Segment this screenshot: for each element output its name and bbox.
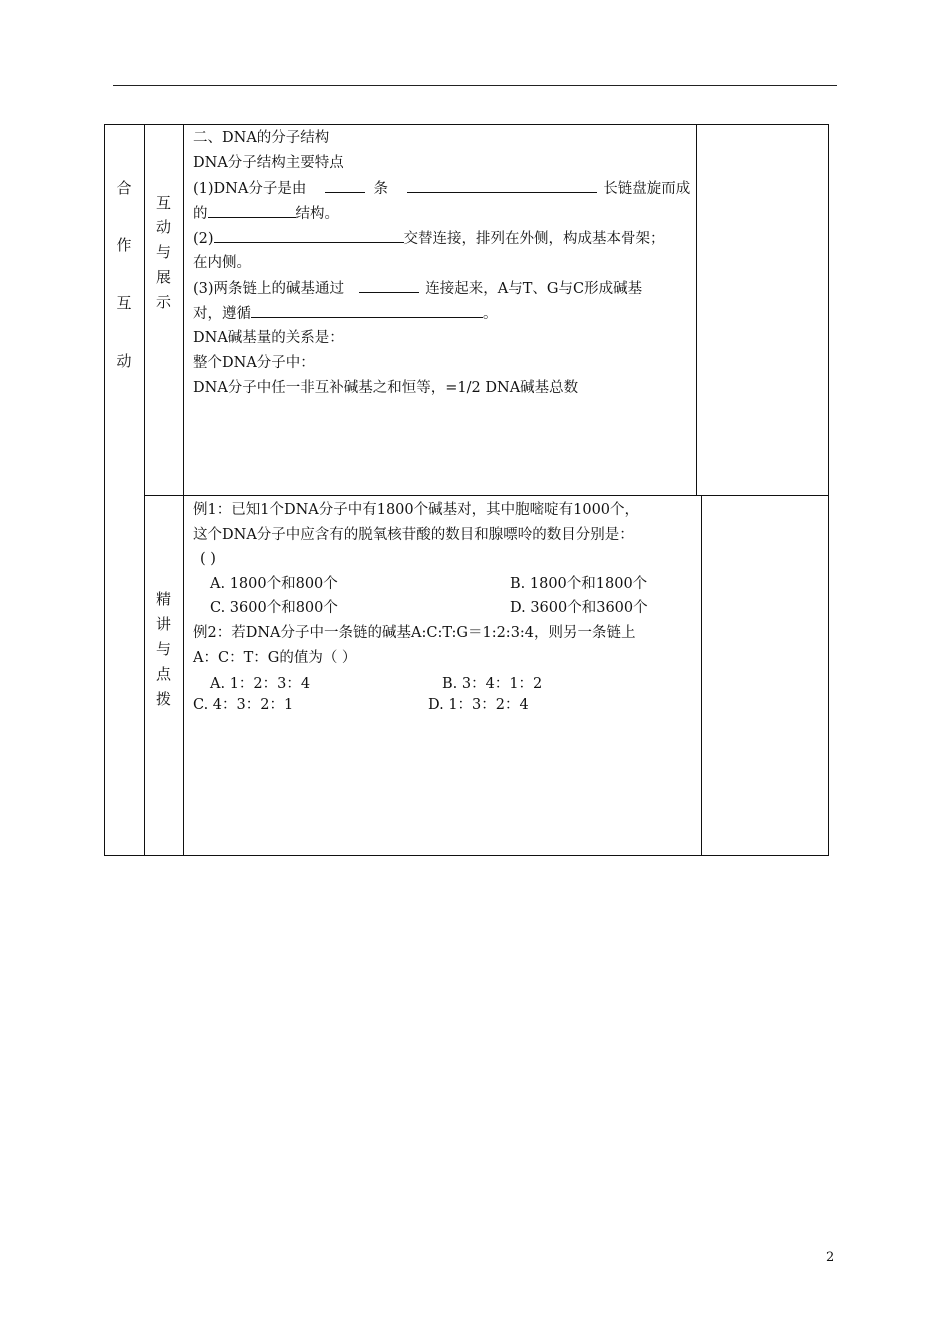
- base-relation: DNA碱基量的关系是：: [193, 330, 344, 346]
- example1-option-a[interactable]: A. 1800个和800个: [210, 576, 338, 592]
- fill-line-5: (3)两条链上的碱基通过 连接起来，A与T、G与C形成碱基: [193, 278, 642, 299]
- blank-structure[interactable]: [208, 203, 296, 218]
- example1-line2: 这个DNA分子中应含有的脱氧核苷酸的数目和腺嘌呤的数目分别是：: [193, 527, 634, 543]
- blank-principle[interactable]: [251, 303, 483, 318]
- example2-line1: 例2：若DNA分子中一条链的碱基A:C:T:G＝1:2:3:4，则另一条链上: [193, 625, 636, 641]
- fill-line-2: 的 结构。: [193, 203, 339, 224]
- example2-line2: A：C：T：G的值为（ ）: [193, 650, 357, 666]
- fill-line-3: (2) 交替连接，排列在外侧，构成基本骨架；: [193, 228, 665, 249]
- section-heading: DNA分子结构主要特点: [193, 155, 344, 171]
- whole-molecule: 整个DNA分子中：: [193, 355, 315, 371]
- header-rule: [113, 85, 837, 86]
- example1-answer-paren[interactable]: ( ): [200, 551, 216, 567]
- example2-option-a[interactable]: A. 1：2：3：4: [210, 676, 311, 692]
- fill-line-1: (1)DNA分子是由 条 长链盘旋而成: [193, 178, 690, 199]
- example1-option-d[interactable]: D. 3600个和3600个: [510, 600, 648, 616]
- example1-line1: 例1：已知1个DNA分子中有1800个碱基对，其中胞嘧啶有1000个，: [193, 502, 640, 518]
- page-number: 2: [826, 1250, 835, 1265]
- example1-option-b[interactable]: B. 1800个和1800个: [510, 576, 648, 592]
- section-title: 二、DNA的分子结构: [193, 130, 330, 146]
- fill-line-4: 在内侧。: [193, 255, 251, 271]
- non-complementary-rule: DNA分子中任一非互补碱基之和恒等，=1/2 DNA碱基总数: [193, 380, 579, 396]
- blank-strand-count[interactable]: [325, 178, 365, 193]
- fill-line-6: 对，遵循 。: [193, 303, 498, 324]
- blank-backbone[interactable]: [214, 228, 404, 243]
- example2-option-b[interactable]: B. 3：4：1：2: [442, 676, 543, 692]
- blank-strand-type[interactable]: [407, 178, 597, 193]
- blank-bond[interactable]: [359, 278, 419, 293]
- example2-option-c[interactable]: C. 4：3：2：1: [193, 697, 294, 713]
- example1-option-c[interactable]: C. 3600个和800个: [210, 600, 338, 616]
- example2-option-d[interactable]: D. 1：3：2：4: [428, 697, 529, 713]
